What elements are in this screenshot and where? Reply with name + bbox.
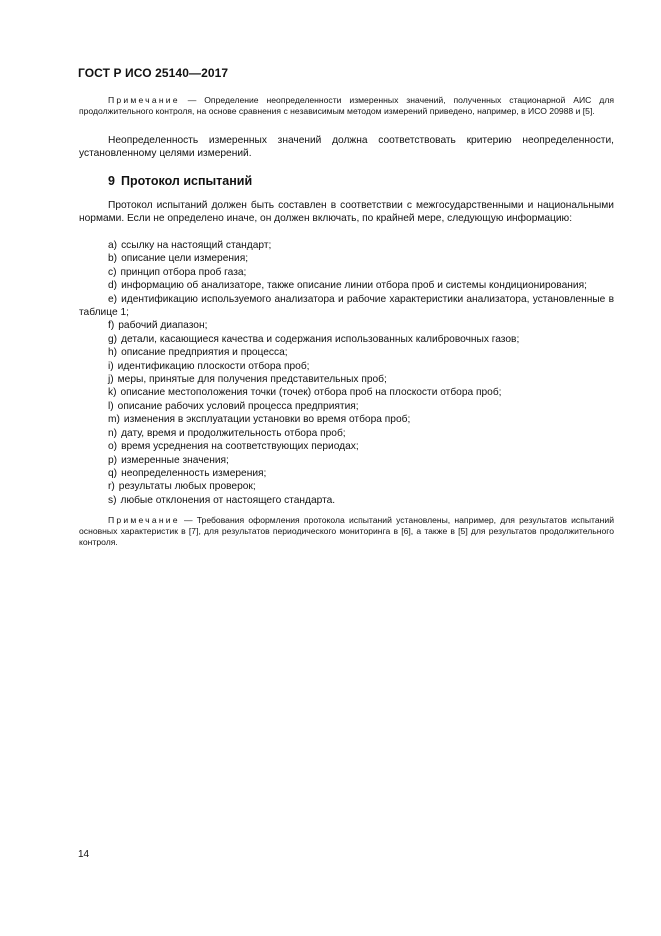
list-item-text: идентификацию плоскости отбора проб; <box>117 360 310 372</box>
list-item-text: изменения в эксплуатации установки во время отбора проб; <box>123 414 411 426</box>
list-item-text: результаты любых проверок; <box>118 481 256 493</box>
list-item <box>79 427 614 440</box>
list-item-marker: f) <box>108 320 115 332</box>
uncertainty-paragraph: Неопределенность измеренных значений должна соответствовать критерию неопределенности, установленному целями измерений. <box>79 135 614 160</box>
list-item-text: детали, касающиеся качества и содержания использованных калибровочных газов; <box>121 333 520 345</box>
list-item-marker: i) <box>108 360 114 372</box>
list-item-text: неопределенность измерения; <box>121 467 267 479</box>
note-lead: Примечание <box>108 95 180 105</box>
list-item <box>79 252 614 265</box>
note-lead: Примечание <box>108 515 180 525</box>
list-item-marker: l) <box>108 400 114 412</box>
list-item <box>79 480 614 493</box>
list-item-marker: j) <box>108 374 114 386</box>
list-item <box>79 266 614 279</box>
list-item-marker: a) <box>108 240 118 251</box>
list-item-marker: b) <box>108 253 118 265</box>
list-item <box>79 373 614 386</box>
list-item-text: рабочий диапазон; <box>118 320 208 332</box>
list-item <box>79 333 614 346</box>
note-uncertainty <box>79 95 614 117</box>
note-text: — Требования оформления протокола испытаний установлены, например, для результатов испытаний основных характеристик в [7], для результатов периодического мониторинга в [6], а также в [5] для результатов продолжительного контроля. <box>79 515 614 548</box>
list-item <box>79 494 614 507</box>
list-item-marker: c) <box>108 266 117 278</box>
section-title: Протокол испытаний <box>120 174 253 188</box>
section-heading <box>79 174 614 188</box>
list-item-marker: k) <box>108 387 117 399</box>
list-item-marker: m) <box>108 414 120 426</box>
list-item <box>79 293 614 320</box>
list-item-text: любые отклонения от настоящего стандарта. <box>120 494 336 506</box>
list-item <box>79 319 614 332</box>
list-item-text: описание рабочих условий процесса предприятия; <box>117 400 359 412</box>
list-item-marker: q) <box>108 467 118 479</box>
list-item-marker: n) <box>108 427 118 439</box>
list-item-text: принцип отбора проб газа; <box>120 266 247 278</box>
list-item-text: измеренные значения; <box>121 454 229 466</box>
protocol-intro-paragraph: Протокол испытаний должен быть составлен в соответствии с межгосударственными и национальными нормами. Если не определено иначе, он должен включать, по крайней мере, следующую информацию: <box>79 200 614 225</box>
list-item <box>79 239 614 252</box>
note-protocol <box>79 515 614 549</box>
list-item <box>79 386 614 399</box>
note-text: — Определение неопределенности измеренных значений, полученных стационарной АИС для продолжительного контроля, на основе сравнения с независимым методом измерений приведено, например, в ИСО 20988 и [5]. <box>79 95 614 117</box>
page-number: 14 <box>78 849 90 860</box>
list-item-text: ссылку на настоящий стандарт; <box>121 240 272 251</box>
list-item-marker: d) <box>108 280 118 292</box>
list-item-marker: g) <box>108 333 118 345</box>
list-item-marker: s) <box>108 494 117 506</box>
list-item <box>79 467 614 480</box>
list-item <box>79 360 614 373</box>
list-item-text: информацию об анализаторе, также описание линии отбора проб и системы кондиционирования; <box>121 280 587 292</box>
list-item-text: описание цели измерения; <box>121 253 249 265</box>
document-header: ГОСТ Р ИСО 25140—2017 <box>78 66 229 80</box>
list-item <box>79 279 614 292</box>
list-item <box>79 346 614 359</box>
list-item <box>79 440 614 453</box>
list-item <box>79 413 614 426</box>
list-item-text: описание местоположения точки (точек) отбора проб на плоскости отбора проб; <box>120 387 502 399</box>
list-item-marker: r) <box>108 481 115 493</box>
list-item <box>79 400 614 413</box>
list-item-text: идентификацию используемого анализатора и рабочие характеристики анализатора, установленные в таблице 1; <box>79 293 614 319</box>
protocol-items-list <box>79 239 614 507</box>
list-item-text: дату, время и продолжительность отбора проб; <box>121 427 346 439</box>
section-number: 9 <box>108 174 115 188</box>
list-item-text: время усреднения на соответствующих периодах; <box>121 441 359 453</box>
list-item-marker: e) <box>108 293 118 305</box>
list-item <box>79 454 614 467</box>
list-item-text: описание предприятия и процесса; <box>121 347 288 359</box>
list-item-marker: p) <box>108 454 118 466</box>
list-item-marker: h) <box>108 347 118 359</box>
list-item-marker: o) <box>108 441 118 453</box>
list-item-text: меры, принятые для получения представительных проб; <box>117 374 387 386</box>
